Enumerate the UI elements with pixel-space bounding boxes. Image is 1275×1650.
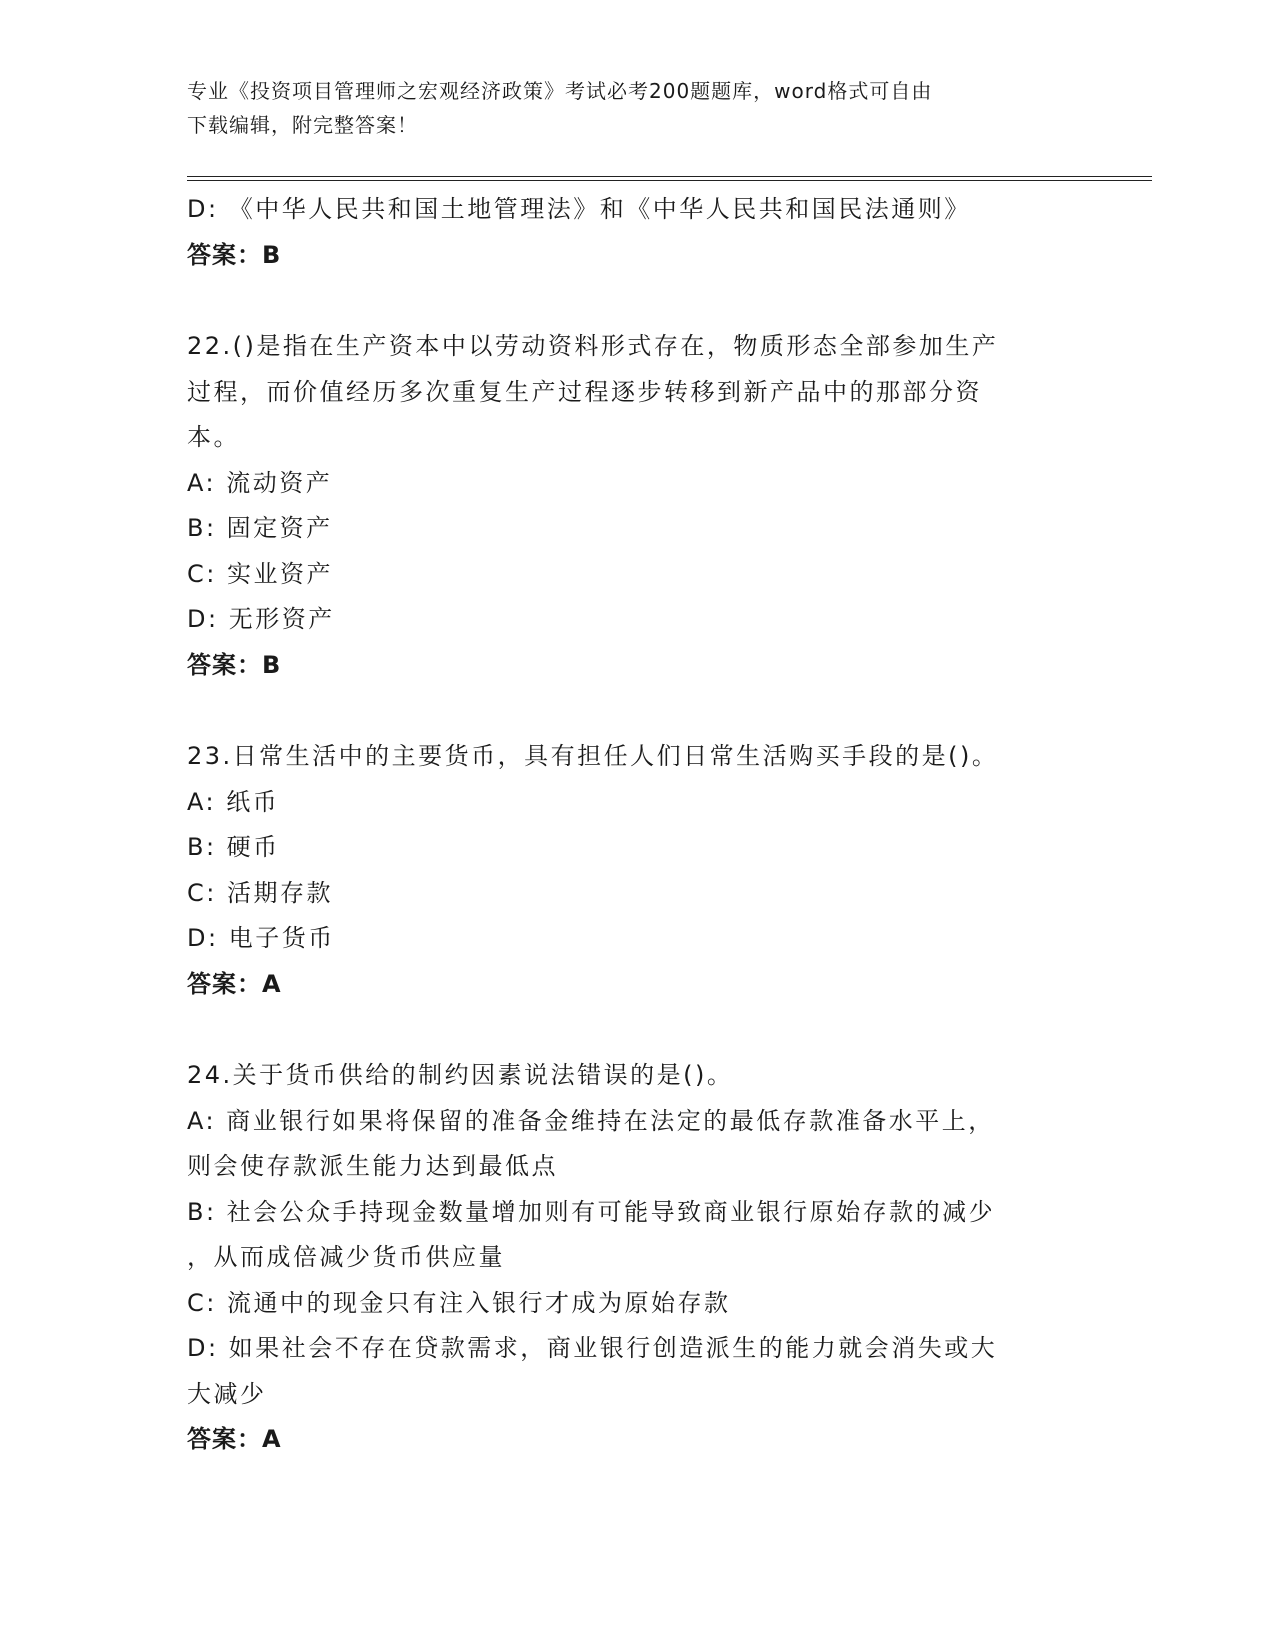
option-d: D: 如果社会不存在贷款需求，商业银行创造派生的能力就会消失或大 [187, 1334, 998, 1362]
answer-label: 答案：A [187, 1425, 282, 1453]
question-stem: 本。 [187, 423, 240, 451]
question-24 [187, 1053, 1087, 1463]
document-header [187, 74, 1087, 142]
option-a: A: 流动资产 [187, 468, 333, 497]
header-double-rule [187, 176, 1152, 181]
option-a: A: 纸币 [187, 787, 280, 816]
option-d: D: 无形资产 [187, 605, 335, 633]
answer-label: 答案：B [187, 650, 282, 679]
option-a-continued: 则会使存款派生能力达到最低点 [187, 1152, 558, 1180]
header-title-line-2: 下载编辑，附完整答案！ [187, 113, 418, 137]
option-b: B: 社会公众手持现金数量增加则有可能导致商业银行原始存款的减少 [187, 1197, 996, 1226]
option-c: C: 实业资产 [187, 559, 333, 588]
question-stem: 23.日常生活中的主要货币，具有担任人们日常生活购买手段的是()。 [187, 742, 999, 770]
question-stem: 过程，而价值经历多次重复生产过程逐步转移到新产品中的那部分资 [187, 377, 982, 406]
option-b: B: 固定资产 [187, 514, 333, 542]
question-stem: 24.关于货币供给的制约因素说法错误的是()。 [187, 1061, 734, 1089]
option-b-continued: ，从而成倍减少货币供应量 [187, 1243, 505, 1271]
question-content [187, 187, 1087, 1463]
question-23 [187, 734, 1087, 1007]
option-c: C: 流通中的现金只有注入银行才成为原始存款 [187, 1288, 731, 1317]
option-b: B: 硬币 [187, 833, 280, 861]
answer-label: 答案：A [187, 969, 282, 998]
option-d: D: 电子货币 [187, 924, 335, 952]
header-title-line-1: 专业《投资项目管理师之宏观经济政策》考试必考200题题库，word格式可自由 [187, 79, 933, 103]
option-a: A: 商业银行如果将保留的准备金维持在法定的最低存款准备水平上， [187, 1106, 995, 1135]
option-d: D: 《中华人民共和国土地管理法》和《中华人民共和国民法通则》 [187, 195, 971, 223]
option-c: C: 活期存款 [187, 878, 333, 907]
question-22 [187, 324, 1087, 688]
option-d-continued: 大减少 [187, 1379, 267, 1408]
question-stem: 22.()是指在生产资本中以劳动资料形式存在，物质形态全部参加生产 [187, 332, 999, 360]
answer-label: 答案：B [187, 240, 282, 269]
previous-question-tail [187, 187, 1087, 278]
